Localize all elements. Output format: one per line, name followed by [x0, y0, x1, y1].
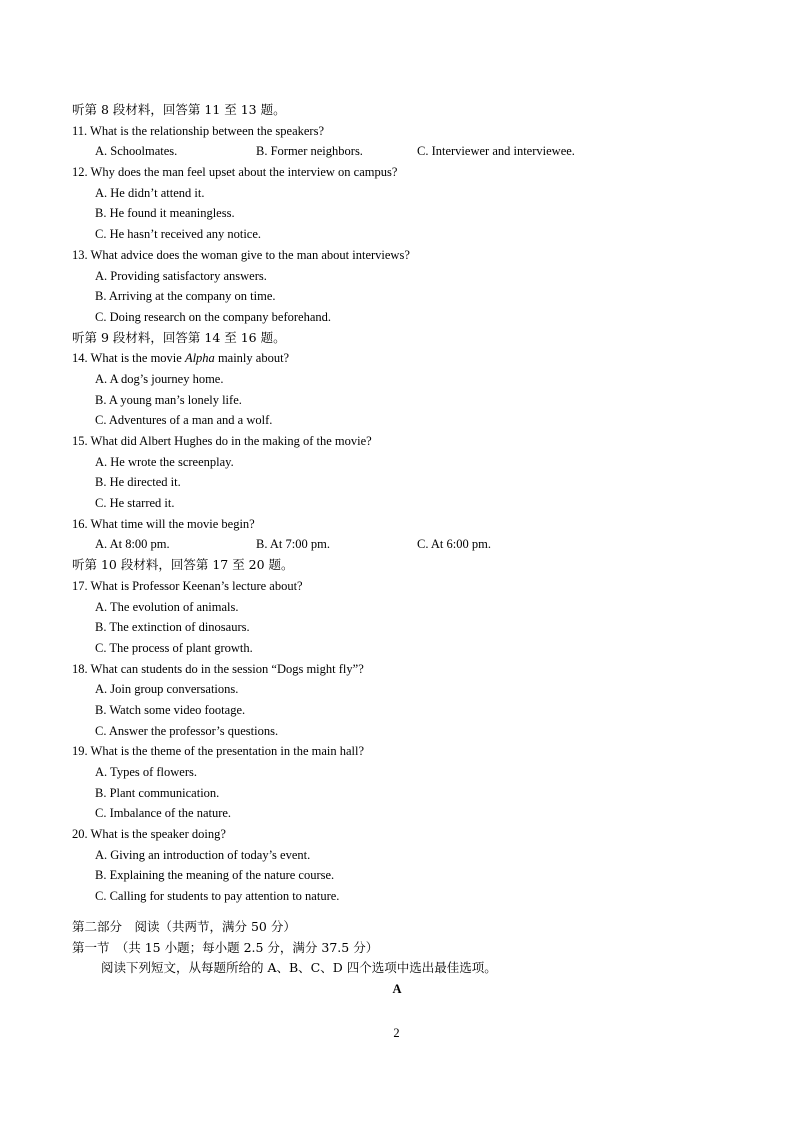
section-1-header: 第一节 （共 15 小题；每小题 2.5 分，满分 37.5 分） [72, 939, 379, 955]
option-c: C. Adventures of a man and a wolf. [95, 413, 273, 428]
option-a: A. Providing satisfactory answers. [95, 268, 267, 283]
question-16-options [72, 534, 732, 555]
option-b: B. He directed it. [95, 475, 181, 490]
option-b: B. A young man’s lonely life. [95, 392, 242, 407]
option-b: B. Former neighbors. [256, 144, 363, 159]
question-18: 18. What can students do in the session “Dogs might fly”? [72, 661, 364, 676]
reading-instruction: 阅读下列短文，从每题所给的 A、B、C、D 四个选项中选出最佳选项。 [101, 960, 497, 976]
section-8-header: 听第 8 段材料，回答第 11 至 13 题。 [72, 102, 286, 117]
option-a: A. Join group conversations. [95, 682, 239, 697]
option-c: C. At 6:00 pm. [417, 537, 491, 552]
option-b: B. At 7:00 pm. [256, 537, 330, 552]
part-2-header: 第二部分 阅读（共两节，满分 50 分） [72, 918, 296, 934]
page-number: 2 [393, 1026, 400, 1040]
question-11-options [72, 141, 732, 162]
question-12: 12. Why does the man feel upset about the interview on campus? [72, 165, 398, 180]
option-a: A. He wrote the screenplay. [95, 454, 234, 469]
option-a: A. A dog’s journey home. [95, 371, 224, 386]
question-16: 16. What time will the movie begin? [72, 516, 255, 531]
question-17: 17. What is Professor Keenan’s lecture about? [72, 578, 303, 593]
question-15: 15. What did Albert Hughes do in the making of the movie? [72, 434, 372, 448]
option-a: A. The evolution of animals. [95, 599, 239, 614]
option-b: B. The extinction of dinosaurs. [95, 620, 250, 635]
section-9-header: 听第 9 段材料，回答第 14 至 16 题。 [72, 329, 286, 345]
spacer [72, 907, 732, 917]
option-c: C. He hasn’t received any notice. [95, 227, 262, 242]
section-10-header: 听第 10 段材料，回答第 17 至 20 题。 [72, 557, 294, 573]
option-a: A. He didn’t attend it. [95, 185, 205, 200]
question-14-text-before: 14. What is the movie [72, 351, 185, 366]
passage-label: A [392, 981, 402, 996]
page-content [72, 100, 732, 1000]
question-20: 20. What is the speaker doing? [72, 827, 226, 842]
option-b: B. He found it meaningless. [95, 206, 235, 221]
question-14-text-after: mainly about? [214, 351, 290, 366]
option-b: B. Plant communication. [95, 785, 220, 800]
option-c: C. Imbalance of the nature. [95, 806, 232, 821]
option-a: A. Types of flowers. [95, 765, 198, 779]
option-c: C. Calling for students to pay attention to nature. [95, 889, 340, 904]
option-b: B. Arriving at the company on time. [95, 289, 276, 304]
movie-title: Alpha [184, 351, 215, 366]
option-a: A. At 8:00 pm. [95, 537, 170, 552]
option-c: C. Doing research on the company beforehand. [95, 309, 332, 324]
option-b: B. Explaining the meaning of the nature course. [95, 868, 335, 883]
option-a: A. Schoolmates. [95, 144, 178, 159]
option-b: B. Watch some video footage. [95, 702, 246, 717]
option-c: C. He starred it. [95, 496, 175, 511]
question-11: 11. What is the relationship between the speakers? [72, 123, 325, 138]
question-14 [72, 348, 732, 369]
option-c: C. Interviewer and interviewee. [417, 144, 575, 159]
question-13: 13. What advice does the woman give to the man about interviews? [72, 247, 410, 262]
option-c: C. Answer the professor’s questions. [95, 723, 279, 738]
option-c: C. The process of plant growth. [95, 640, 253, 655]
question-19: 19. What is the theme of the presentation in the main hall? [72, 744, 365, 759]
option-a: A. Giving an introduction of today’s event. [95, 847, 311, 862]
